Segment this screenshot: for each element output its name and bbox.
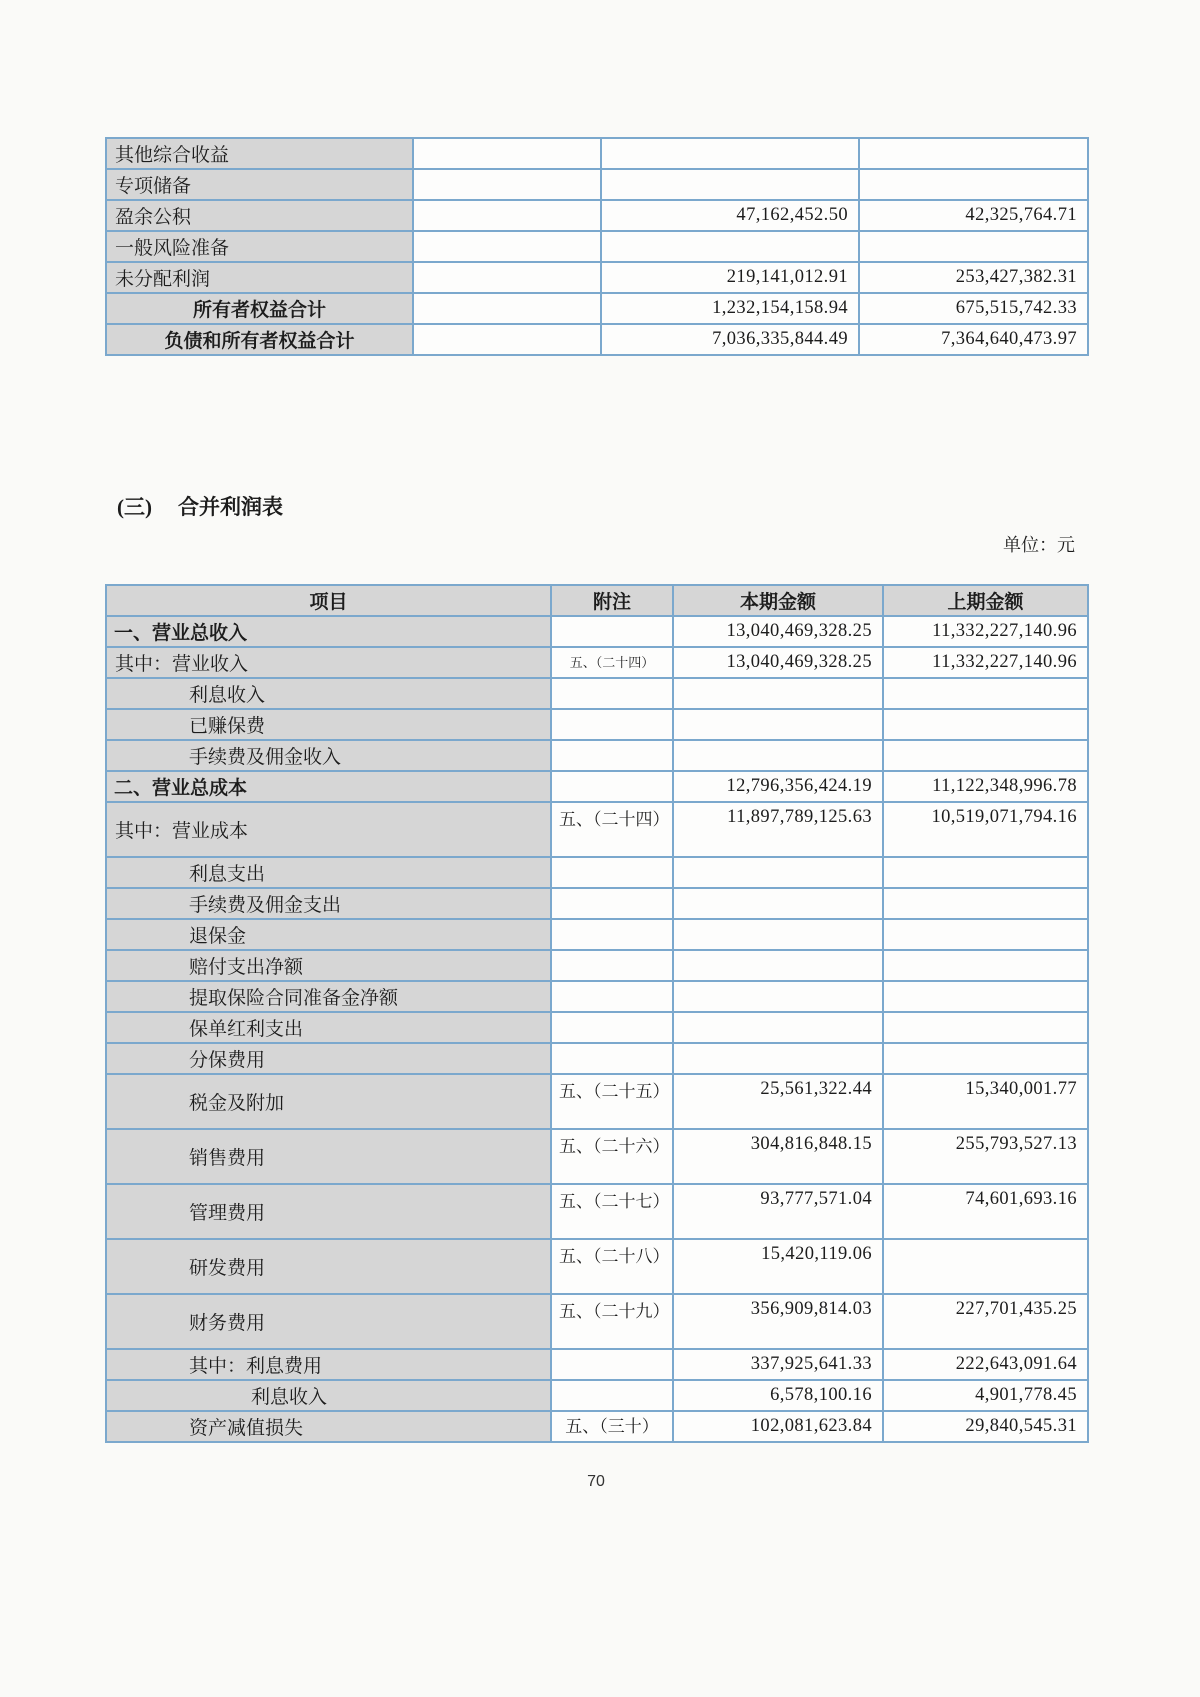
note-cell	[413, 231, 601, 262]
current-amount-cell: 1,232,154,158.94	[601, 293, 859, 324]
current-amount-cell: 337,925,641.33	[673, 1349, 883, 1380]
current-amount-cell	[673, 709, 883, 740]
prior-amount-cell	[883, 950, 1088, 981]
current-amount-cell: 13,040,469,328.25	[673, 616, 883, 647]
income-statement-table	[105, 584, 1089, 1443]
note-cell	[413, 262, 601, 293]
note-cell	[413, 200, 601, 231]
current-amount-cell: 93,777,571.04	[673, 1184, 883, 1239]
prior-amount-cell: 227,701,435.25	[883, 1294, 1088, 1349]
item-label-cell: 提取保险合同准备金净额	[106, 981, 551, 1012]
unit-label: 单位：元	[1003, 535, 1075, 555]
note-cell	[551, 1012, 673, 1043]
page-content	[105, 0, 1087, 1491]
current-amount-cell	[673, 919, 883, 950]
prior-amount-cell: 4,901,778.45	[883, 1380, 1088, 1411]
item-label-cell: 管理费用	[106, 1184, 551, 1239]
prior-amount-cell	[883, 678, 1088, 709]
current-amount-cell: 13,040,469,328.25	[673, 647, 883, 678]
note-cell: 五、（二十八）	[551, 1239, 673, 1294]
prior-amount-cell: 11,122,348,996.78	[883, 771, 1088, 802]
item-label-cell: 手续费及佣金收入	[106, 740, 551, 771]
note-cell	[551, 1380, 673, 1411]
current-amount-cell: 6,578,100.16	[673, 1380, 883, 1411]
note-cell: 五、（二十四）	[551, 802, 673, 857]
prior-amount-cell	[883, 888, 1088, 919]
table-row	[106, 262, 1088, 293]
table-row	[106, 324, 1088, 355]
current-amount-cell: 25,561,322.44	[673, 1074, 883, 1129]
table-row	[106, 919, 1088, 950]
current-amount-cell	[673, 740, 883, 771]
table-row	[106, 231, 1088, 262]
note-cell: 五、（二十四）	[551, 647, 673, 678]
note-cell: 五、（二十七）	[551, 1184, 673, 1239]
note-cell	[551, 709, 673, 740]
table-row	[106, 1294, 1088, 1349]
item-label-cell: 其他综合收益	[106, 138, 413, 169]
note-cell: 五、（三十）	[551, 1411, 673, 1442]
current-amount-cell	[673, 1043, 883, 1074]
prior-amount-cell	[859, 169, 1088, 200]
prior-amount-cell: 675,515,742.33	[859, 293, 1088, 324]
prior-amount-cell	[859, 138, 1088, 169]
item-label-cell: 未分配利润	[106, 262, 413, 293]
table-row	[106, 1074, 1088, 1129]
table-row	[106, 169, 1088, 200]
prior-amount-cell	[859, 231, 1088, 262]
current-amount-cell	[673, 950, 883, 981]
table-row	[106, 1012, 1088, 1043]
note-cell	[413, 138, 601, 169]
table-row	[106, 1239, 1088, 1294]
prior-amount-cell: 7,364,640,473.97	[859, 324, 1088, 355]
note-cell	[413, 169, 601, 200]
col-header-current-amount: 本期金额	[673, 585, 883, 616]
note-cell	[413, 324, 601, 355]
table-row	[106, 1411, 1088, 1442]
item-label-cell: 分保费用	[106, 1043, 551, 1074]
item-label-cell: 税金及附加	[106, 1074, 551, 1129]
prior-amount-cell: 222,643,091.64	[883, 1349, 1088, 1380]
note-cell	[551, 740, 673, 771]
item-label-cell: 退保金	[106, 919, 551, 950]
prior-amount-cell	[883, 1012, 1088, 1043]
prior-amount-cell	[883, 981, 1088, 1012]
item-label-cell: 其中：利息费用	[106, 1349, 551, 1380]
table-row	[106, 740, 1088, 771]
section-heading	[117, 492, 1087, 522]
table-row	[106, 1184, 1088, 1239]
item-label-cell: 利息收入	[106, 678, 551, 709]
item-label-cell: 其中：营业成本	[106, 802, 551, 857]
note-cell: 五、（二十五）	[551, 1074, 673, 1129]
current-amount-cell: 219,141,012.91	[601, 262, 859, 293]
col-header-prior-amount: 上期金额	[883, 585, 1088, 616]
col-header-item: 项目	[106, 585, 551, 616]
note-cell	[551, 857, 673, 888]
current-amount-cell: 11,897,789,125.63	[673, 802, 883, 857]
prior-amount-cell	[883, 857, 1088, 888]
table-row	[106, 1380, 1088, 1411]
table-row	[106, 888, 1088, 919]
section-index: (三)	[117, 495, 152, 519]
prior-amount-cell: 11,332,227,140.96	[883, 616, 1088, 647]
item-label-cell: 保单红利支出	[106, 1012, 551, 1043]
current-amount-cell: 7,036,335,844.49	[601, 324, 859, 355]
prior-amount-cell	[883, 740, 1088, 771]
item-label-cell: 研发费用	[106, 1239, 551, 1294]
current-amount-cell	[673, 888, 883, 919]
header-row	[106, 585, 1088, 616]
table-row	[106, 1129, 1088, 1184]
prior-amount-cell: 10,519,071,794.16	[883, 802, 1088, 857]
table-row	[106, 1349, 1088, 1380]
note-cell	[551, 950, 673, 981]
note-cell	[551, 888, 673, 919]
current-amount-cell: 102,081,623.84	[673, 1411, 883, 1442]
item-label-cell: 利息支出	[106, 857, 551, 888]
item-label-cell: 二、营业总成本	[106, 771, 551, 802]
note-cell	[551, 919, 673, 950]
table-row	[106, 771, 1088, 802]
note-cell: 五、（二十九）	[551, 1294, 673, 1349]
item-label-cell: 一、营业总收入	[106, 616, 551, 647]
item-label-cell: 专项储备	[106, 169, 413, 200]
table-row	[106, 802, 1088, 857]
item-label-cell: 盈余公积	[106, 200, 413, 231]
table-row	[106, 647, 1088, 678]
prior-amount-cell	[883, 919, 1088, 950]
note-cell	[413, 293, 601, 324]
current-amount-cell: 12,796,356,424.19	[673, 771, 883, 802]
item-label-cell: 资产减值损失	[106, 1411, 551, 1442]
current-amount-cell: 47,162,452.50	[601, 200, 859, 231]
note-cell	[551, 771, 673, 802]
note-cell	[551, 678, 673, 709]
current-amount-cell	[673, 857, 883, 888]
section-title: 合并利润表	[178, 495, 283, 519]
current-amount-cell	[673, 981, 883, 1012]
prior-amount-cell: 15,340,001.77	[883, 1074, 1088, 1129]
balance-sheet-table	[105, 137, 1089, 356]
table-row	[106, 616, 1088, 647]
table-row	[106, 709, 1088, 740]
prior-amount-cell: 11,332,227,140.96	[883, 647, 1088, 678]
item-label-cell: 手续费及佣金支出	[106, 888, 551, 919]
note-cell	[551, 616, 673, 647]
current-amount-cell	[601, 138, 859, 169]
current-amount-cell: 356,909,814.03	[673, 1294, 883, 1349]
note-cell: 五、（二十六）	[551, 1129, 673, 1184]
prior-amount-cell: 42,325,764.71	[859, 200, 1088, 231]
item-label-cell: 利息收入	[106, 1380, 551, 1411]
prior-amount-cell: 74,601,693.16	[883, 1184, 1088, 1239]
current-amount-cell	[673, 678, 883, 709]
table-row	[106, 293, 1088, 324]
item-label-cell: 赔付支出净额	[106, 950, 551, 981]
table-row	[106, 138, 1088, 169]
item-label-cell: 所有者权益合计	[106, 293, 413, 324]
table-row	[106, 1043, 1088, 1074]
current-amount-cell: 15,420,119.06	[673, 1239, 883, 1294]
note-cell	[551, 981, 673, 1012]
prior-amount-cell	[883, 1043, 1088, 1074]
current-amount-cell: 304,816,848.15	[673, 1129, 883, 1184]
prior-amount-cell	[883, 709, 1088, 740]
table-row	[106, 857, 1088, 888]
item-label-cell: 财务费用	[106, 1294, 551, 1349]
item-label-cell: 负债和所有者权益合计	[106, 324, 413, 355]
prior-amount-cell: 29,840,545.31	[883, 1411, 1088, 1442]
item-label-cell: 其中：营业收入	[106, 647, 551, 678]
item-label-cell: 销售费用	[106, 1129, 551, 1184]
note-cell	[551, 1349, 673, 1380]
current-amount-cell	[601, 169, 859, 200]
col-header-note: 附注	[551, 585, 673, 616]
prior-amount-cell: 255,793,527.13	[883, 1129, 1088, 1184]
current-amount-cell	[601, 231, 859, 262]
prior-amount-cell	[883, 1239, 1088, 1294]
current-amount-cell	[673, 1012, 883, 1043]
table-row	[106, 200, 1088, 231]
prior-amount-cell: 253,427,382.31	[859, 262, 1088, 293]
table-row	[106, 950, 1088, 981]
table-row	[106, 678, 1088, 709]
page-number: 70	[587, 1473, 605, 1490]
item-label-cell: 一般风险准备	[106, 231, 413, 262]
item-label-cell: 已赚保费	[106, 709, 551, 740]
table-row	[106, 981, 1088, 1012]
note-cell	[551, 1043, 673, 1074]
